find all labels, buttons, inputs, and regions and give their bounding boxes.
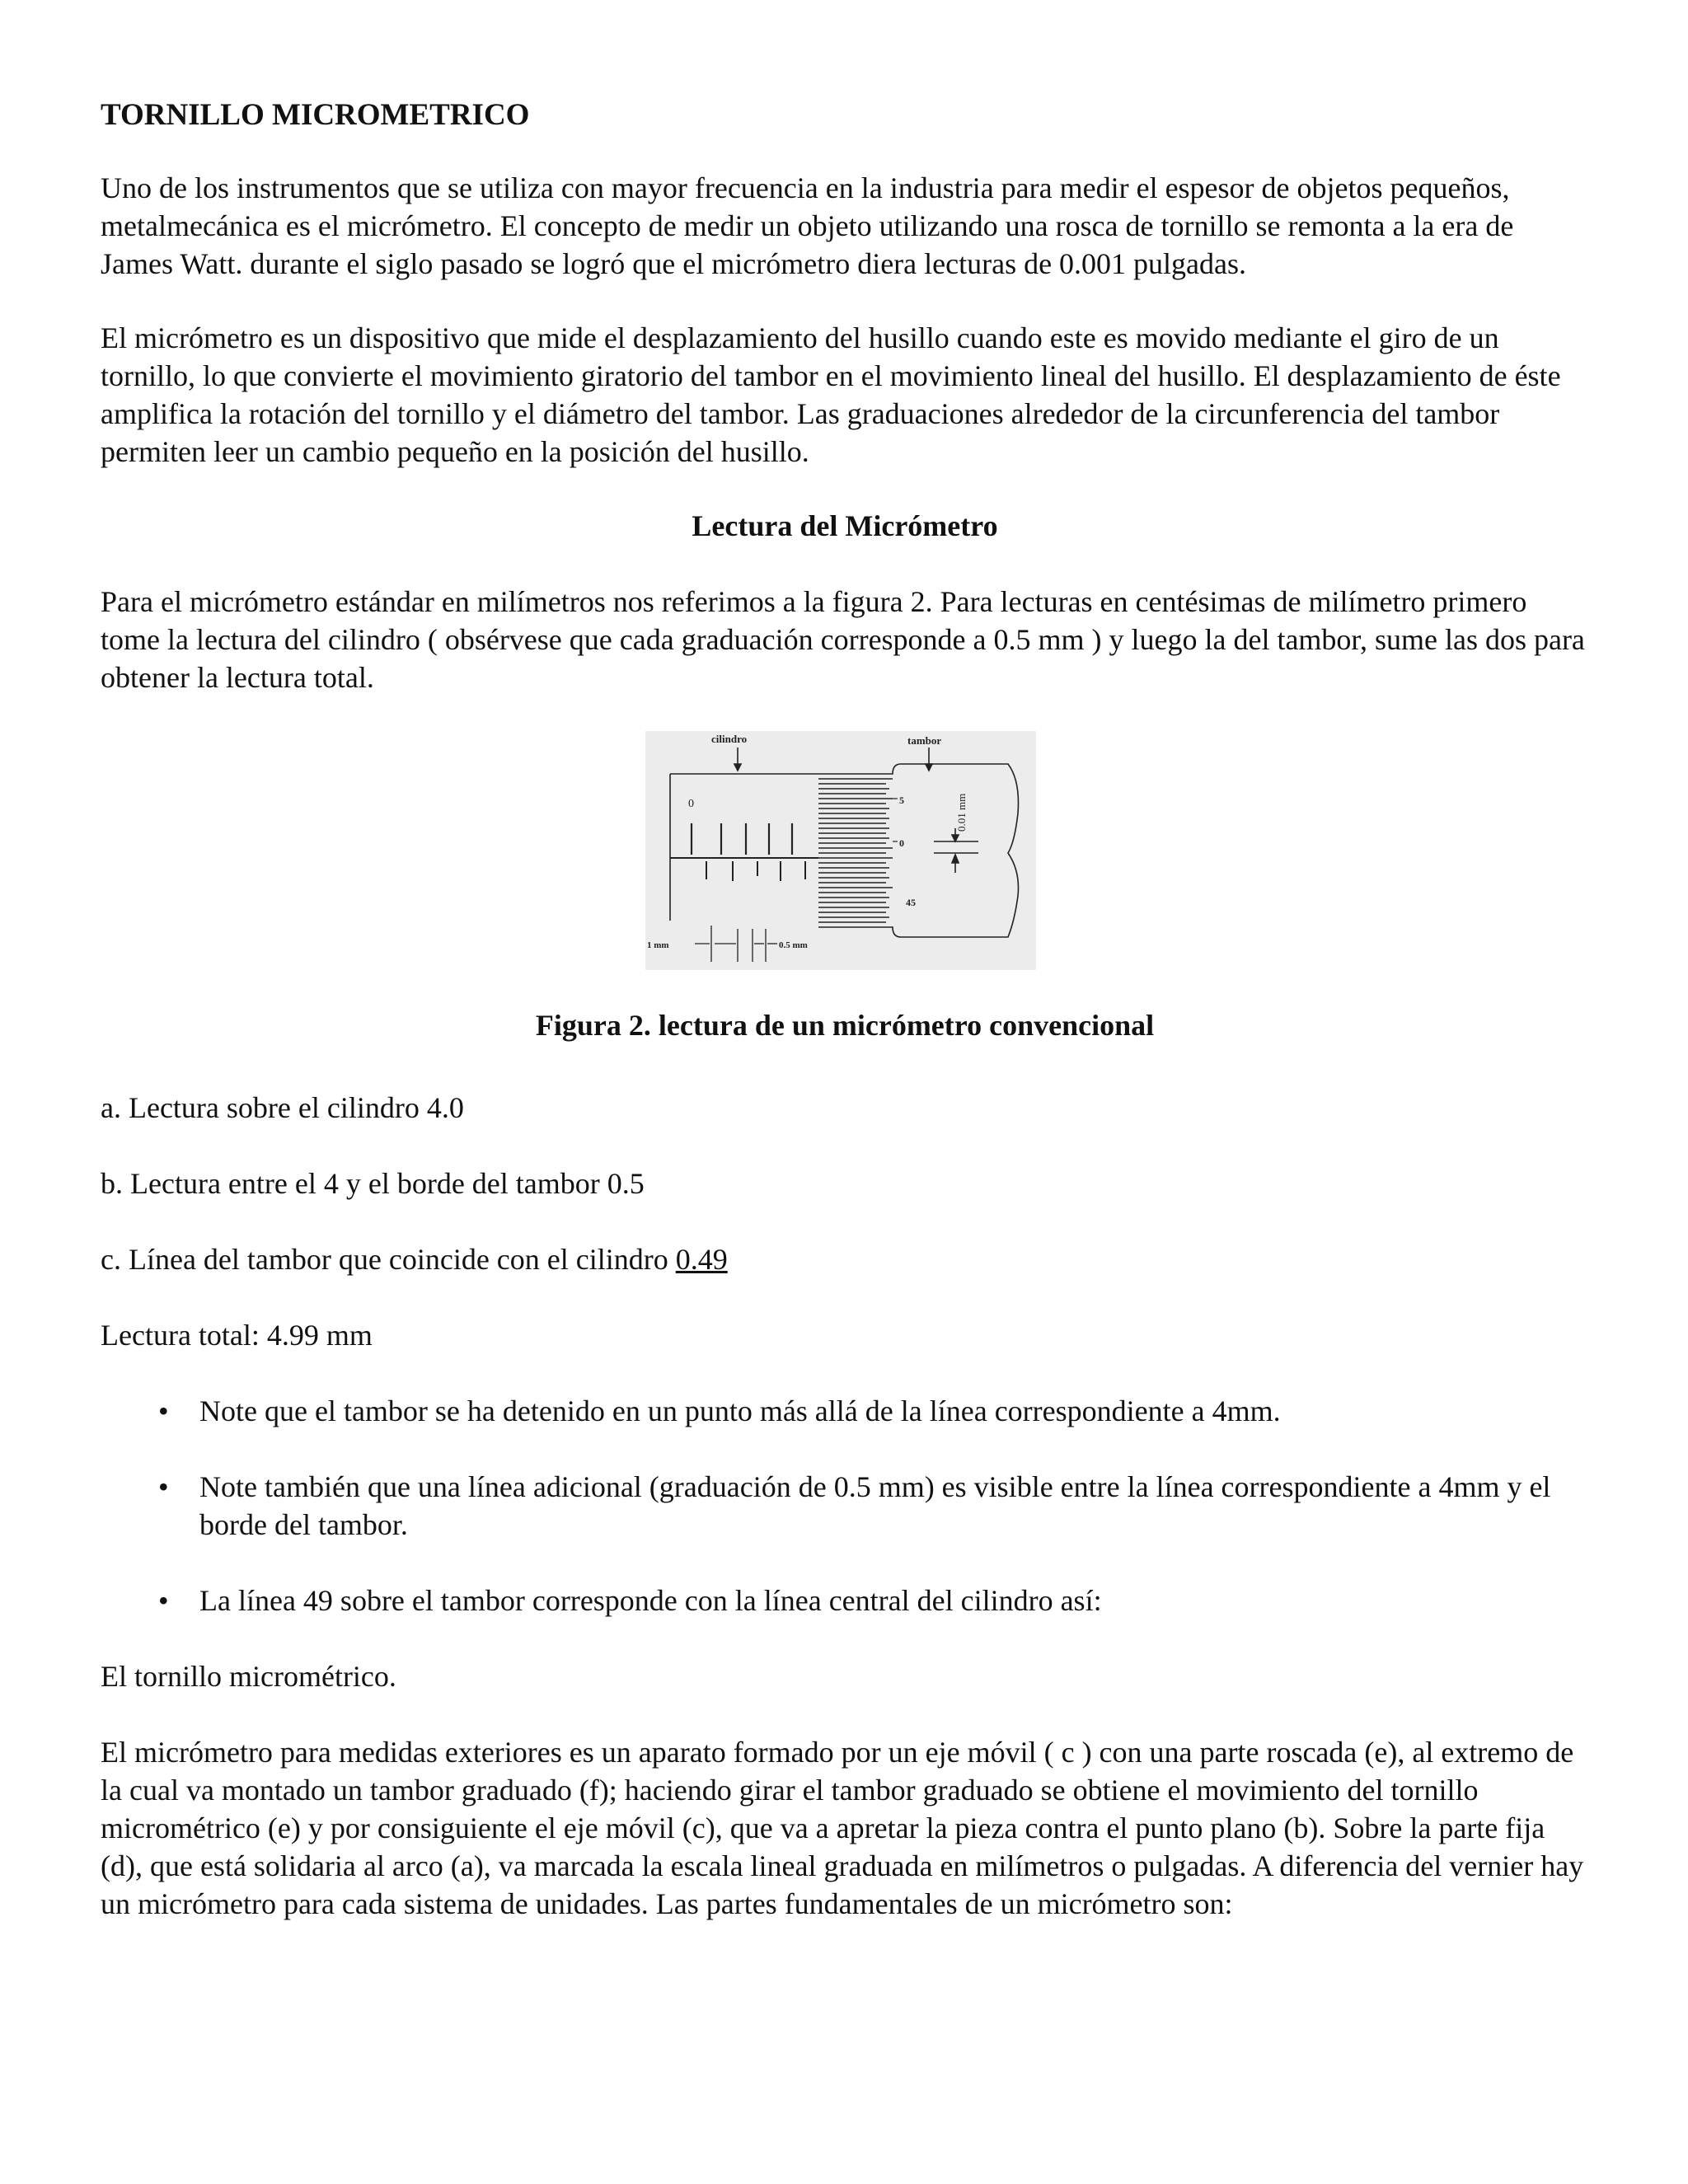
document-title: TORNILLO MICROMETRICO <box>101 98 530 132</box>
figure-background <box>645 731 1036 970</box>
document-page <box>101 97 1589 1959</box>
reading-b: b. Lectura entre el 4 y el borde del tambor 0.5 <box>101 1167 645 1200</box>
section-heading: Lectura del Micrómetro <box>692 509 998 542</box>
bullet-icon: • <box>158 1584 169 1617</box>
reading-a: a. Lectura sobre el cilindro 4.0 <box>101 1091 464 1124</box>
reading-intro-paragraph: Para el micrómetro estándar en milímetros nos referimos a la figura 2. Para lecturas en centésimas de milímetro primero tome la lectura del cilindro ( obsérvese que cada graduación corresponde a 0.5 mm ) y luego la del tambor, sume las dos para obtener la lectura total. <box>101 585 1585 694</box>
list-item <box>101 1468 1589 1544</box>
reading-c-prefix: c. Línea del tambor que coincide con el cilindro <box>101 1243 676 1276</box>
label-cilindro: cilindro <box>711 733 748 745</box>
final-paragraph: El micrómetro para medidas exteriores es un aparato formado por un eje móvil ( c ) con una parte roscada (e), al extremo de la cual va montado un tambor graduado (f); haciendo girar el tambor graduado se obtiene el movimiento del tornillo micrométrico (e) y por consiguiente el eje móvil (c), que va a apretar la pieza contra el punto plano (b). Sobre la parte fija (d), que está solidaria al arco (a), va marcada la escala lineal graduada en milímetros o pulgadas. A diferencia del vernier hay un micrómetro para cada sistema de unidades. Las partes fundamentales de un micrómetro son: <box>101 1736 1584 1920</box>
figure-caption: Figura 2. lectura de un micrómetro convencional <box>535 1009 1155 1042</box>
label-05mm: 0.5 mm <box>779 940 808 950</box>
label-tambor: tambor <box>907 734 942 747</box>
label-thimble-5: 5 <box>899 794 904 806</box>
list-item-text: Note que el tambor se ha detenido en un punto más allá de la línea correspondiente a 4mm. <box>199 1394 1281 1427</box>
notes-list <box>101 1392 1589 1619</box>
reading-c <box>101 1240 1589 1278</box>
list-item <box>101 1392 1589 1430</box>
label-sleeve-zero: 0 <box>688 798 694 810</box>
micrometer-description-paragraph: El micrómetro es un dispositivo que mide el desplazamiento del husillo cuando este es movido mediante el giro de un tornillo, lo que convierte el movimiento giratorio del tambor en el movimiento lineal del husillo. El desplazamiento de éste amplifica la rotación del tornillo y el diámetro del tambor. Las graduaciones alrededor de la circunferencia del tambor permiten leer un cambio pequeño en la posición del husillo. <box>101 321 1561 468</box>
subheading: El tornillo micrométrico. <box>101 1660 396 1693</box>
list-item-text: Note también que una línea adicional (graduación de 0.5 mm) es visible entre la línea correspondiente a 4mm y el borde del tambor. <box>199 1470 1551 1541</box>
list-item-text: La línea 49 sobre el tambor corresponde con la línea central del cilindro así: <box>199 1584 1102 1617</box>
reading-total: Lectura total: 4.99 mm <box>101 1319 373 1352</box>
reading-c-value: 0.49 <box>675 1243 728 1276</box>
label-001mm: 0.01 mm <box>955 793 968 832</box>
micrometer-figure <box>645 731 1036 970</box>
bullet-icon: • <box>158 1394 169 1427</box>
list-item <box>101 1582 1589 1619</box>
micrometer-diagram <box>645 731 1036 970</box>
bullet-icon: • <box>158 1470 169 1503</box>
label-1mm: 1 mm <box>647 940 669 950</box>
intro-paragraph: Uno de los instrumentos que se utiliza con mayor frecuencia en la industria para medir el espesor de objetos pequeños, metalmecánica es el micrómetro. El concepto de medir un objeto utilizando una rosca de tornillo se remonta a la era de James Watt. durante el siglo pasado se logró que el micrómetro diera lecturas de 0.001 pulgadas. <box>101 171 1514 280</box>
label-thimble-45: 45 <box>906 897 916 908</box>
label-thimble-0: 0 <box>899 837 904 849</box>
